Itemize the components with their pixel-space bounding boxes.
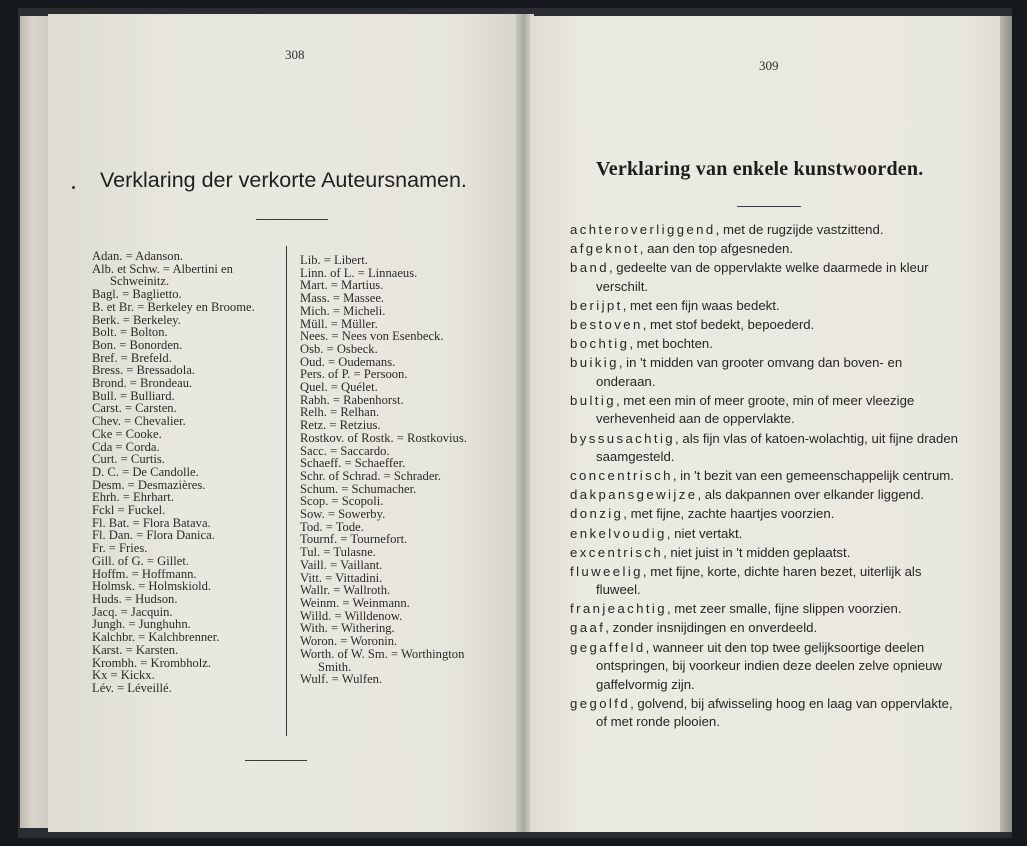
glossary-definition: , met stof bedekt, bepoederd. bbox=[642, 316, 815, 332]
abbreviation-entry: Mich. = Micheli. bbox=[300, 303, 386, 318]
abbreviation-entry: Ehrh. = Ehrhart. bbox=[92, 490, 174, 505]
glossary-definition: , met de rugzijde vastzittend. bbox=[715, 222, 884, 237]
glossary-definition: , niet vertakt. bbox=[666, 525, 743, 541]
abbreviation-entry: Brond. = Brondeau. bbox=[92, 376, 193, 391]
abbreviation-entry: Wulf. = Wulfen. bbox=[300, 672, 383, 687]
glossary-entry bbox=[570, 316, 962, 335]
glossary-definition: , golvend, bij afwisseling hoog en laag van oppervlakte, of met ronde plooien. bbox=[596, 695, 953, 730]
abbreviation-entry: Bress. = Bressadola. bbox=[92, 363, 195, 378]
abbreviation-entry: Adan. = Adanson. bbox=[92, 249, 184, 263]
abbreviation-entry: Pers. of P. = Persoon. bbox=[300, 367, 408, 382]
abbreviation-entry: Cda = Corda. bbox=[92, 439, 160, 454]
abbreviation-entry: Gill. of G. = Gillet. bbox=[92, 553, 189, 568]
glossary-entry bbox=[570, 639, 962, 695]
abbreviation-entry: Osb. = Osbeck. bbox=[300, 341, 378, 356]
glossary-definition: , met bochten. bbox=[629, 336, 713, 352]
glossary-definition: , in 't bezit van een gemeenschappelijk centrum. bbox=[672, 468, 954, 484]
abbreviation-entry: D. C. = De Candolle. bbox=[92, 464, 199, 479]
glossary-entry bbox=[570, 525, 962, 544]
abbreviation-entry: Fl. Dan. = Flora Danica. bbox=[92, 528, 215, 543]
abbreviation-entry: Fr. = Fries. bbox=[92, 541, 148, 556]
glossary-entry bbox=[570, 467, 962, 486]
abbreviation-entry: Krombh. = Krombholz. bbox=[92, 655, 212, 670]
glossary-entry bbox=[570, 259, 962, 296]
abbreviation-entry: Nees. = Nees von Esenbeck. bbox=[300, 329, 444, 344]
abbreviation-entry: Kx = Kickx. bbox=[92, 668, 155, 683]
abbreviation-entry: Bref. = Brefeld. bbox=[92, 350, 172, 365]
abbreviation-entry: Relh. = Relhan. bbox=[300, 405, 380, 420]
abbreviation-entry: Oud. = Oudemans. bbox=[300, 354, 396, 369]
glossary-term: franjeachtig bbox=[570, 601, 667, 617]
abbreviation-entry: Berk. = Berkeley. bbox=[92, 312, 181, 327]
abbreviation-entry: Desm. = Desmazières. bbox=[92, 477, 206, 492]
abbreviation-entry: Linn. of L. = Linnaeus. bbox=[300, 265, 418, 280]
abbreviation-entry: Fl. Bat. = Flora Batava. bbox=[92, 515, 211, 530]
glossary-entry bbox=[570, 392, 962, 429]
glossary-term: gaaf bbox=[570, 620, 606, 636]
abbreviation-entry: Willd. = Willdenow. bbox=[300, 608, 403, 623]
abbreviation-entry: Schr. of Schrad. = Schrader. bbox=[300, 468, 442, 483]
abbreviation-entry: B. et Br. = Berkeley en Broome. bbox=[92, 299, 255, 314]
abbreviation-entry: Cke = Cooke. bbox=[92, 426, 162, 441]
print-dot bbox=[72, 186, 75, 189]
abbreviation-entry: Rostkov. of Rostk. = Rostkovius. bbox=[300, 430, 467, 445]
glossary-term: bestoven bbox=[570, 316, 643, 332]
abbreviation-entry: Curt. = Curtis. bbox=[92, 452, 165, 467]
abbreviation-entry: Wallr. = Wallroth. bbox=[300, 583, 391, 598]
glossary-entry bbox=[570, 335, 962, 354]
abbreviation-entry: Schaeff. = Schaeffer. bbox=[300, 456, 406, 471]
abbreviation-entry: Lév. = Léveillé. bbox=[92, 680, 172, 695]
abbreviation-entry: Carst. = Carsten. bbox=[92, 401, 177, 416]
abbreviation-entry: Tournf. = Tournefort. bbox=[300, 532, 408, 547]
abbreviation-entry: Sacc. = Saccardo. bbox=[300, 443, 390, 458]
right-page-heading: Verklaring van enkele kunstwoorden. bbox=[596, 158, 924, 180]
abbreviation-entry: Sow. = Sowerby. bbox=[300, 507, 386, 522]
glossary-definition: , met een fijn waas bedekt. bbox=[622, 297, 780, 313]
glossary-definition: , als dakpannen over elkander liggend. bbox=[697, 487, 924, 503]
glossary-term: excentrisch bbox=[570, 544, 664, 560]
glossary-entry bbox=[570, 600, 962, 619]
abbreviation-entry: Weinm. = Weinmann. bbox=[300, 595, 410, 610]
glossary-definition: , met fijne, korte, dichte haren bezet, uiterlijk als fluweel. bbox=[596, 563, 922, 598]
glossary-term: enkelvoudig bbox=[570, 525, 667, 541]
glossary-term: afgeknot bbox=[570, 241, 640, 257]
glossary-term: berijpt bbox=[570, 297, 623, 313]
glossary-definition: , aan den top afgesneden. bbox=[639, 241, 794, 257]
glossary-list bbox=[570, 221, 962, 733]
abbreviation-entry: Mass. = Massee. bbox=[300, 291, 385, 306]
glossary-entry bbox=[570, 221, 962, 240]
page-stack-edge bbox=[20, 16, 50, 828]
abbreviation-entry: Chev. = Chevalier. bbox=[92, 414, 186, 429]
glossary-definition: , in 't midden van grooter omvang dan boven- en onderaan. bbox=[596, 355, 903, 389]
abbreviation-column-2 bbox=[300, 254, 496, 686]
glossary-entry bbox=[570, 297, 962, 316]
glossary-definition: , gedeelte van de oppervlakte welke daarmede in kleur verschilt. bbox=[596, 260, 929, 294]
glossary-entry bbox=[570, 563, 962, 600]
right-page-number: 309 bbox=[759, 58, 779, 73]
glossary-definition: , met zeer smalle, fijne slippen voorzien. bbox=[666, 601, 902, 617]
abbreviation-entry: Lib. = Libert. bbox=[300, 253, 368, 267]
glossary-term: donzig bbox=[570, 506, 624, 522]
abbreviation-entry: Kalchbr. = Kalchbrenner. bbox=[92, 630, 220, 645]
glossary-definition: , met een min of meer groote, min of meer vleezige verhevenheid aan de oppervlakte. bbox=[596, 392, 915, 427]
abbreviation-entry: Jungh. = Junghuhn. bbox=[92, 617, 191, 632]
abbreviation-entry: Tul. = Tulasne. bbox=[300, 545, 376, 560]
glossary-term: bochtig bbox=[570, 336, 630, 352]
glossary-term: gegaffeld bbox=[570, 639, 646, 655]
abbreviation-entry: Jacq. = Jacquin. bbox=[92, 604, 173, 619]
glossary-term: fluweelig bbox=[570, 563, 643, 579]
heading-rule-left bbox=[256, 219, 328, 220]
glossary-entry bbox=[570, 544, 962, 563]
book-cover-edge bbox=[1000, 16, 1012, 832]
glossary-term: achteroverliggend bbox=[570, 222, 716, 237]
abbreviation-entry: Bon. = Bonorden. bbox=[92, 337, 183, 352]
glossary-entry bbox=[570, 619, 962, 638]
abbreviation-entry: Huds. = Hudson. bbox=[92, 591, 178, 606]
abbreviation-entry: Holmsk. = Holmskiold. bbox=[92, 579, 212, 594]
abbreviation-entry: Müll. = Müller. bbox=[300, 316, 378, 331]
abbreviation-entry: Worth. of W. Sm. = Worthington Smith. bbox=[300, 646, 465, 674]
abbreviation-entry: Hoffm. = Hoffmann. bbox=[92, 566, 197, 581]
abbreviation-entry: Karst. = Karsten. bbox=[92, 642, 179, 657]
abbreviation-entry: Schum. = Schumacher. bbox=[300, 481, 417, 496]
glossary-entry bbox=[570, 505, 962, 524]
abbreviation-entry: Quel. = Quélet. bbox=[300, 380, 378, 395]
column-divider bbox=[286, 246, 287, 736]
glossary-entry bbox=[570, 354, 962, 391]
abbreviation-entry: Vitt. = Vittadini. bbox=[300, 570, 383, 585]
left-page-heading: Verklaring der verkorte Auteursnamen. bbox=[100, 168, 467, 192]
abbreviation-entry: Bull. = Bulliard. bbox=[92, 388, 175, 403]
glossary-term: buikig bbox=[570, 355, 619, 371]
glossary-definition: , zonder insnijdingen en onverdeeld. bbox=[605, 620, 818, 636]
abbreviation-entry: Woron. = Woronin. bbox=[300, 634, 398, 649]
abbreviation-column-1 bbox=[92, 250, 288, 695]
glossary-definition: , als fijn vlas of katoen-wolachtig, uit fijne draden saamgesteld. bbox=[596, 430, 958, 465]
glossary-term: gegolfd bbox=[570, 695, 631, 711]
glossary-entry bbox=[570, 240, 962, 259]
abbreviation-entry: Tod. = Tode. bbox=[300, 519, 364, 534]
glossary-entry bbox=[570, 695, 962, 732]
left-page-number: 308 bbox=[285, 47, 305, 62]
abbreviation-entry: Bolt. = Bolton. bbox=[92, 325, 168, 340]
abbreviation-entry: Retz. = Retzius. bbox=[300, 418, 381, 433]
abbreviation-entry: Rabh. = Rabenhorst. bbox=[300, 392, 404, 407]
glossary-definition: , niet juist in 't midden geplaatst. bbox=[663, 544, 851, 560]
glossary-term: dakpansgewijze bbox=[570, 487, 698, 503]
glossary-term: concentrisch bbox=[570, 468, 673, 484]
glossary-definition: , met fijne, zachte haartjes voorzien. bbox=[623, 506, 835, 522]
glossary-term: byssusachtig bbox=[570, 430, 676, 446]
abbreviation-entry: Vaill. = Vaillant. bbox=[300, 557, 383, 572]
bottom-rule-left bbox=[245, 760, 307, 761]
abbreviation-entry: Mart. = Martius. bbox=[300, 278, 384, 293]
abbreviation-entry: Bagl. = Baglietto. bbox=[92, 287, 182, 302]
heading-rule-right bbox=[737, 206, 801, 207]
glossary-definition: , wanneer uit den top twee gelijksoortige deelen ontspringen, bij voorkeur indien deze deelen zelve opnieuw gaffelvormig zijn. bbox=[596, 639, 943, 692]
glossary-term: bultig bbox=[570, 392, 616, 408]
abbreviation-entry: Alb. et Schw. = Albertini en Schweinitz. bbox=[92, 261, 233, 289]
abbreviation-entry: Fckl = Fuckel. bbox=[92, 503, 166, 518]
glossary-term: band bbox=[570, 260, 609, 276]
glossary-entry bbox=[570, 430, 962, 467]
abbreviation-entry: Scop. = Scopoli. bbox=[300, 494, 384, 509]
glossary-entry bbox=[570, 486, 962, 505]
abbreviation-entry: With. = Withering. bbox=[300, 621, 395, 636]
